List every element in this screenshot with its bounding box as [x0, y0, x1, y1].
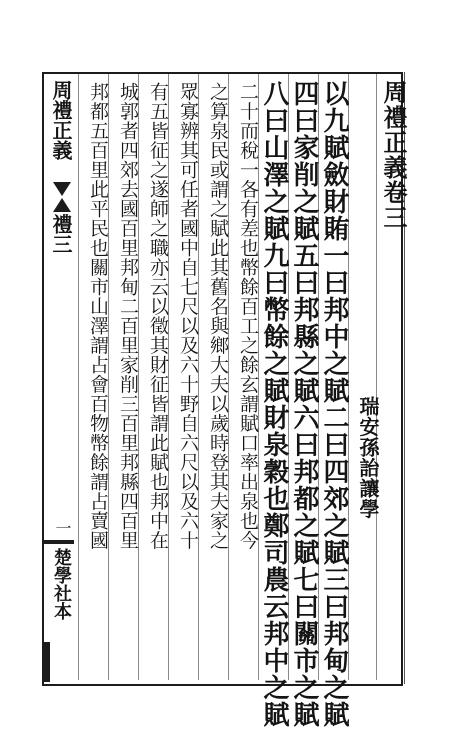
fold-book-title: 周禮正義	[49, 80, 73, 160]
fish-tail-mark	[53, 182, 71, 196]
fold-volume-label: 禮三	[49, 214, 73, 254]
commentary-line: 二十而稅一各有差也幣餘百工之餘玄謂賦口率出泉也今	[237, 82, 259, 550]
fold-edge-block	[44, 642, 50, 682]
column-rule	[376, 74, 377, 680]
commentary-line: 眾寡辨其可任者國中自七尺以及六十野自六尺以及六十	[177, 82, 199, 550]
main-text-line: 八曰山澤之賦九曰幣餘之賦財泉穀也鄭司農云邦中之賦	[259, 80, 289, 728]
fish-tail-mark	[53, 198, 71, 212]
fold-divider	[44, 540, 74, 544]
author-credit: 瑞安孫詒讓學	[356, 396, 380, 519]
fold-publisher: 楚學社本	[51, 548, 72, 620]
main-text-line: 以九賦斂財賄一曰邦中之賦二曰四郊之賦三曰邦甸之賦	[319, 80, 349, 728]
fold-page-number: 一	[53, 520, 72, 536]
commentary-line: 有五皆征之遂師之職亦云以徵其財征皆謂此賦也邦中在	[147, 82, 169, 550]
column-rule	[78, 74, 79, 680]
commentary-line: 邦都五百里此平民也關市山澤謂占會百物幣餘謂占賣國	[87, 82, 109, 550]
main-text-line: 四曰家削之賦五曰邦縣之賦六曰邦都之賦七曰關市之賦	[289, 80, 319, 728]
commentary-line: 城郭者四郊去國百里邦甸二百里家削三百里邦縣四百里	[117, 82, 139, 550]
book-title: 周禮正義卷三	[379, 80, 408, 230]
commentary-line: 之算泉民或謂之賦此其舊名與鄉大夫以歲時登其夫家之	[207, 82, 229, 550]
